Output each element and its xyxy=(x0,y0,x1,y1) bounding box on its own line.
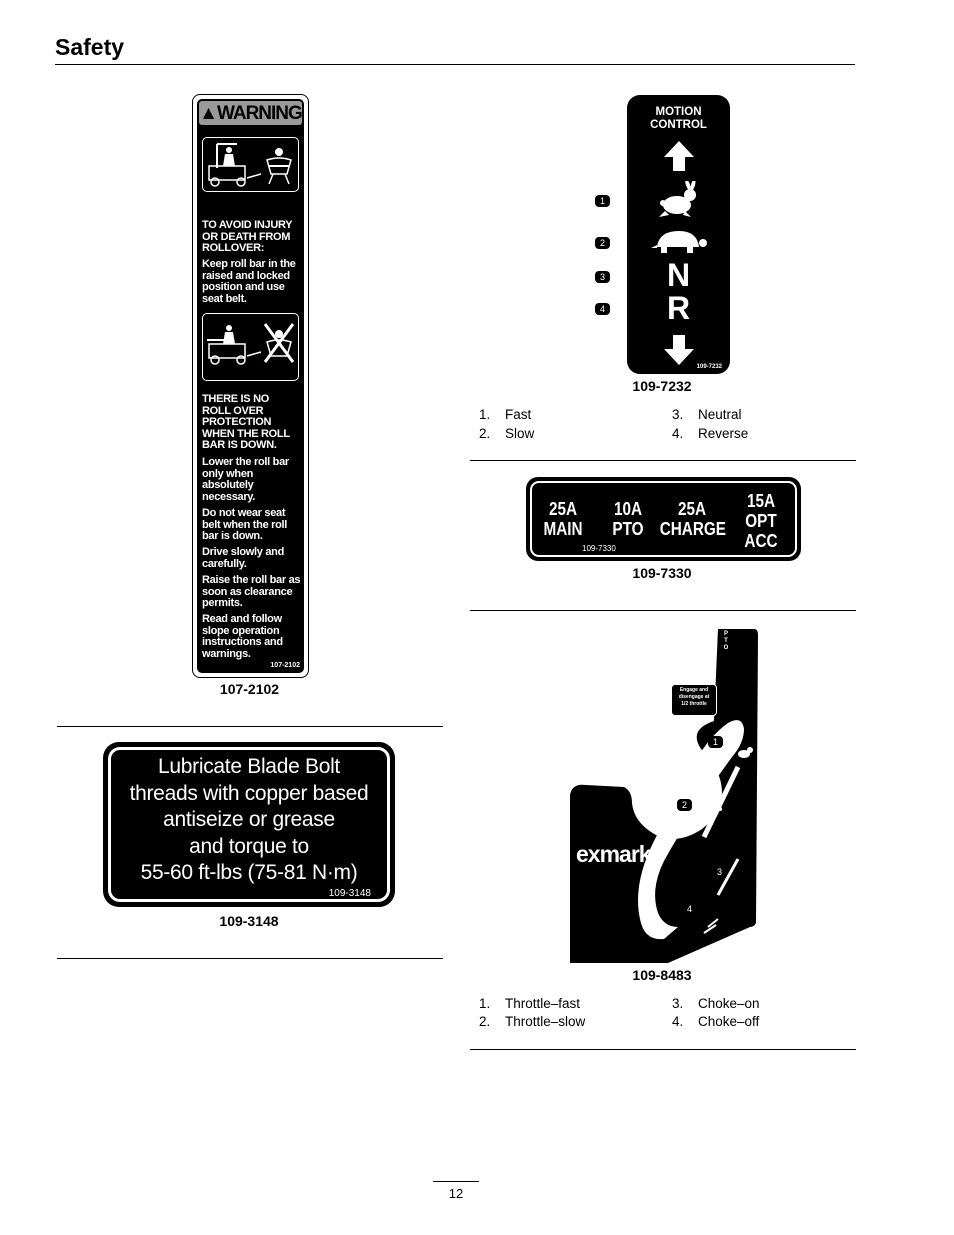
reverse-label: R xyxy=(666,290,691,326)
warning-decal xyxy=(192,94,309,678)
section-rule xyxy=(57,958,443,959)
arrow-up-icon xyxy=(664,141,694,171)
pto-legend-item: 4. Choke–off xyxy=(672,1014,760,1029)
motion-title: MOTION CONTROL xyxy=(650,106,707,131)
motion-callout-1: 1 xyxy=(595,195,610,207)
warning-para2: Lower the roll bar only when absolutely necessary. xyxy=(202,456,289,503)
fuse-main: 25A MAIN xyxy=(543,499,583,539)
operator-seatbelt-icon xyxy=(203,138,298,191)
pto-caption: 109-8483 xyxy=(632,967,692,983)
rollbar-up-pictogram xyxy=(202,137,299,192)
brand-logo: exmark xyxy=(576,841,651,867)
throttle-channel xyxy=(568,627,758,963)
motion-legend-item: 4. Reverse xyxy=(672,426,749,441)
lube-decal xyxy=(103,742,395,907)
lube-caption: 109-3148 xyxy=(219,913,279,929)
warning-part-number: 107-2102 xyxy=(270,662,300,669)
section-rule xyxy=(470,460,856,461)
throttle-choke-decal xyxy=(568,627,758,963)
rabbit-icon xyxy=(655,181,701,219)
fuse-pto: 10A PTO xyxy=(612,499,644,539)
pto-legend-item: 2. Throttle–slow xyxy=(479,1014,586,1029)
warning-caption: 107-2102 xyxy=(219,681,280,697)
warning-para3: Do not wear seat belt when the roll bar is down. xyxy=(202,507,288,542)
section-rule xyxy=(470,1049,856,1050)
arrow-down-icon xyxy=(664,335,694,365)
fuse-decal xyxy=(526,477,801,561)
motion-legend-item: 3. Neutral xyxy=(672,407,742,422)
pto-callout-3: 3 xyxy=(712,866,727,878)
motion-caption: 109-7232 xyxy=(632,378,692,394)
motion-callout-4: 4 xyxy=(595,303,610,315)
motion-callout-3: 3 xyxy=(595,271,610,283)
pto-letters: P T O xyxy=(723,631,729,651)
warning-para5: Raise the roll bar as soon as clearance permits. xyxy=(202,574,301,609)
warning-heading2: THERE IS NO ROLL OVER PROTECTION WHEN THE ROLL BAR IS DOWN. xyxy=(202,393,290,451)
page-title: Safety xyxy=(55,34,125,60)
turtle-icon xyxy=(651,229,707,255)
motion-legend-item: 2. Slow xyxy=(479,426,535,441)
fuse-caption: 109-7330 xyxy=(632,565,692,581)
warning-triangle-icon: ▲ xyxy=(199,103,217,124)
warning-header: ▲WARNING xyxy=(199,103,302,124)
motion-part-number: 109-7232 xyxy=(696,364,722,370)
fuse-opt-acc: 15A OPT ACC xyxy=(744,491,778,551)
rollbar-down-pictogram xyxy=(202,313,299,381)
fuse-charge: 25A CHARGE xyxy=(659,499,727,539)
footer-rule xyxy=(433,1181,479,1182)
warning-para4: Drive slowly and carefully. xyxy=(202,546,285,570)
motion-callout-2: 2 xyxy=(595,237,610,249)
page-number: 12 xyxy=(448,1186,464,1201)
neutral-label: N xyxy=(666,257,691,293)
header-rule xyxy=(55,64,855,65)
motion-control-decal xyxy=(627,95,730,374)
engage-label: Engage and disengage at 1/2 throttle xyxy=(671,684,717,716)
section-rule xyxy=(57,726,443,727)
motion-legend-item: 1. Fast xyxy=(479,407,532,422)
section-rule xyxy=(470,610,856,611)
rabbit-icon xyxy=(736,745,754,759)
lube-text: Lubricate Blade Bolt threads with copper based antiseize or grease and torque to 55-60 ft-lbs (75-81 N·m) xyxy=(129,755,369,884)
pto-legend-item: 3. Choke–on xyxy=(672,996,760,1011)
warning-para6: Read and follow slope operation instructions and warnings. xyxy=(202,613,283,660)
fuse-part-number: 109-7330 xyxy=(582,544,616,553)
lube-part-number: 109-3148 xyxy=(328,888,371,899)
warning-para1: Keep roll bar in the raised and locked position and use seat belt. xyxy=(202,258,296,305)
turtle-icon xyxy=(704,803,722,813)
pto-callout-2: 2 xyxy=(677,799,692,811)
no-seatbelt-icon xyxy=(203,314,298,380)
pto-callout-4: 4 xyxy=(682,903,697,915)
warning-heading1: TO AVOID INJURY OR DEATH FROM ROLLOVER: xyxy=(202,219,293,254)
pto-callout-1: 1 xyxy=(708,736,723,748)
pto-legend-item: 1. Throttle–fast xyxy=(479,996,581,1011)
